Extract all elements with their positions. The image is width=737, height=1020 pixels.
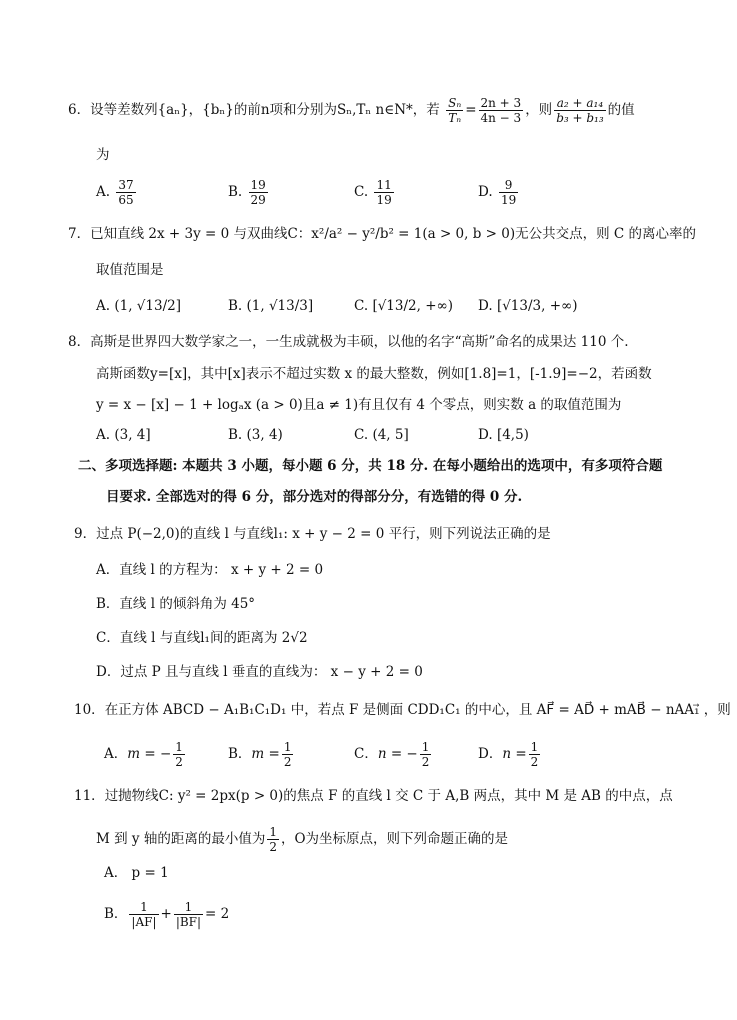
q11-option-a: A． p = 1	[104, 865, 169, 881]
q11-option-b: B． $\frac{1}{|AF|}$ + $\frac{1}{|BF|}$ = 2	[104, 900, 230, 929]
q7-option-a: A. (1, √13/2]	[96, 298, 181, 314]
q6-option-d: D. $\frac{9}{19}$	[478, 178, 517, 207]
q8-line1: 8．高斯是世界四大数学家之一，一生成就极为丰硕，以他的名字“高斯”命名的成果达 110 个.	[68, 334, 629, 350]
q8-option-a: A. (3, 4]	[96, 427, 151, 443]
q7-option-d: D. [√13/3, +∞)	[478, 298, 578, 314]
q9-option-d: D．过点 P 且与直线 l 垂直的直线为： x − y + 2 = 0	[96, 664, 423, 680]
q9-option-c: C．直线 l 与直线l₁间的距离为 2√2	[96, 630, 308, 646]
q6-option-a: A. $\frac{37}{65}$	[96, 178, 134, 207]
q6-option-c: C. $\frac{11}{19}$	[354, 178, 392, 207]
q10-option-d: D．n = $\frac{1}{2}$	[478, 740, 539, 769]
q8-option-c: C. (4, 5]	[354, 427, 409, 443]
q6-target-fraction: $\frac{\text{a₂ + a₁₄}}{\text{b₃ + b₁₃}}$	[556, 96, 604, 125]
q7-line2: 取值范围是	[96, 262, 164, 278]
q6-rhs-fraction: $\frac{2n + 3}{4n - 3}$	[480, 96, 522, 125]
q6-cond-fraction: $\frac{\text{Sₙ}}{\text{Tₙ}}$	[448, 96, 462, 125]
q8-line2: 高斯函数y=[x]，其中[x]表示不超过实数 x 的最大整数，例如[1.8]=1，[-1.9]=−2，若函数	[96, 366, 652, 382]
q11-line1: 11．过抛物线C: y² = 2px(p > 0)的焦点 F 的直线 l 交 C 于 A,B 两点，其中 M 是 AB 的中点，点	[74, 788, 673, 804]
q6-option-b: B. $\frac{19}{29}$	[228, 178, 266, 207]
q6-stem: 设等差数列{aₙ}，{bₙ}的前n项和分别为Sₙ,Tₙ n∈N*，若	[90, 102, 440, 118]
q7-line1: 7．已知直线 2x + 3y = 0 与双曲线C：x²/a² − y²/b² = 1(a > 0, b > 0)无公共交点，则 C 的离心率的	[68, 226, 697, 242]
q10-option-c: C．n = − $\frac{1}{2}$	[354, 740, 430, 769]
q8-option-b: B. (3, 4)	[228, 427, 283, 443]
q6-line2: 为	[96, 147, 110, 163]
section2-heading-line2: 目要求. 全部选对的得 6 分，部分选对的得部分分，有选错的得 0 分.	[106, 489, 523, 505]
q8-option-d: D. [4,5)	[478, 427, 529, 443]
q10-option-b: B．m = $\frac{1}{2}$	[228, 740, 292, 769]
q6-line1: 6．设等差数列{aₙ}，{bₙ}的前n项和分别为Sₙ,Tₙ n∈N*，若 $\frac{\text{Sₙ}}{\text{Tₙ}}$ = $\frac{2n + 3}{4n - 3}$ ，则 $\frac{\text{a₂ + a₁₄}}{\text{b₃ + b₁₃}}$ 的值	[68, 96, 635, 125]
q7-option-b: B. (1, √13/3]	[228, 298, 314, 314]
q9-option-b: B．直线 l 的倾斜角为 45°	[96, 596, 256, 612]
section2-heading-line1: 二、多项选择题: 本题共 3 小题，每小题 6 分，共 18 分. 在每小题给出的选项中，有多项符合题	[78, 458, 663, 474]
q6-number: 6．	[68, 102, 91, 118]
q10-stem: 10．在正方体 ABCD − A₁B₁C₁D₁ 中，若点 F 是侧面 CDD₁C₁ 的中心，且 AF⃗ = AD⃗ + mAB⃗ − nAA₁⃗ ，则	[74, 702, 731, 718]
q8-line3: y = x − [x] − 1 + logₐx (a > 0)且a ≠ 1)有且仅有 4 个零点，则实数 a 的取值范围为	[96, 397, 622, 413]
q9-stem: 9．过点 P(−2,0)的直线 l 与直线l₁: x + y − 2 = 0 平行，则下列说法正确的是	[74, 526, 551, 542]
q10-option-a: A．m = − $\frac{1}{2}$	[104, 740, 183, 769]
q9-option-a: A．直线 l 的方程为： x + y + 2 = 0	[96, 562, 324, 578]
q7-option-c: C. [√13/2, +∞)	[354, 298, 454, 314]
q11-line2: M 到 y 轴的距离的最小值为 $\frac{1}{2}$ ，O为坐标原点，则下列命题正确的是	[96, 825, 509, 854]
